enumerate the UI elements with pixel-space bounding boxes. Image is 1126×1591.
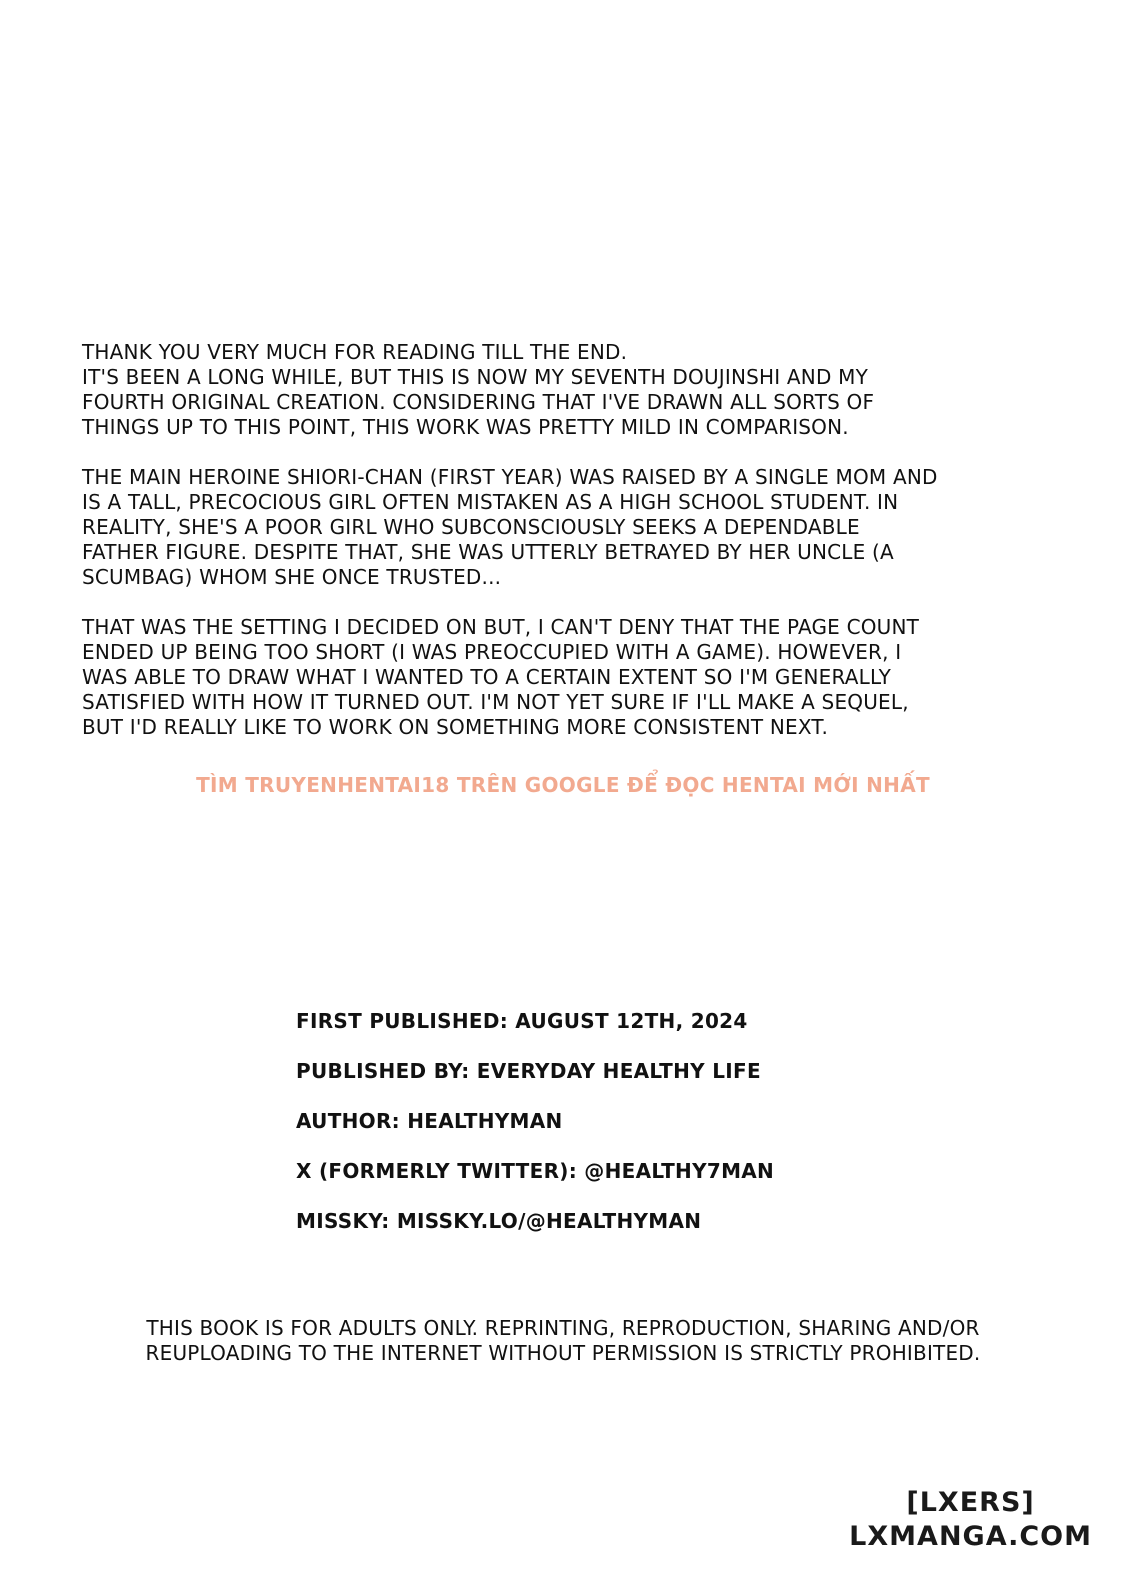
first-published: FIRST PUBLISHED: AUGUST 12TH, 2024 <box>296 1009 748 1033</box>
colophon <box>296 1008 996 1258</box>
adults-only-notice: THIS BOOK IS FOR ADULTS ONLY. REPRINTING, REPRODUCTION, SHARING AND/OR REUPLOADING TO THE INTERNET WITHOUT PERMISSION IS STRICTLY PROHIBITED. <box>145 1316 981 1365</box>
scanlator-site: LXMANGA.COM <box>849 1521 1092 1552</box>
afterword-paragraph-1: THANK YOU VERY MUCH FOR READING TILL THE END. IT'S BEEN A LONG WHILE, BUT THIS IS NOW MY SEVENTH DOUJINSHI AND MY FOURTH ORIGINAL CREATION. CONSIDERING THAT I'VE DRAWN ALL SORTS OF THINGS UP TO THIS POINT, THIS WORK WAS PRETTY MILD IN COMPARISON. <box>82 340 875 439</box>
afterword-paragraph-2: THE MAIN HEROINE SHIORI-CHAN (FIRST YEAR) WAS RAISED BY A SINGLE MOM AND IS A TALL, PRECOCIOUS GIRL OFTEN MISTAKEN AS A HIGH SCHOOL STUDENT. IN REALITY, SHE'S A POOR GIRL WHO SUBCONSCIOUSLY SEEKS A DEPENDABLE FATHER FIGURE. DESPITE THAT, SHE WAS UTTERLY BETRAYED BY HER UNCLE (A SCUMBAG) WHOM SHE ONCE TRUSTED... <box>82 465 938 589</box>
afterword-section <box>82 340 1042 765</box>
site-watermark: TÌM TRUYENHENTAI18 TRÊN GOOGLE ĐỂ ĐỌC HENTAI MỚI NHẤT <box>196 773 930 797</box>
misskey-handle: MISSKY: MISSKY.LO/@HEALTHYMAN <box>296 1209 702 1233</box>
author: AUTHOR: HEALTHYMAN <box>296 1109 563 1133</box>
scanlator-tag: [LXERS] <box>906 1487 1035 1518</box>
afterword-paragraph-3: THAT WAS THE SETTING I DECIDED ON BUT, I CAN'T DENY THAT THE PAGE COUNT ENDED UP BEING TOO SHORT (I WAS PREOCCUPIED WITH A GAME). HOWEVER, I WAS ABLE TO DRAW WHAT I WANTED TO A CERTAIN EXTENT SO I'M GENERALLY SATISFIED WITH HOW IT TURNED OUT. I'M NOT YET SURE IF I'LL MAKE A SEQUEL, BUT I'D REALLY LIKE TO WORK ON SOMETHING MORE CONSISTENT NEXT. <box>82 615 920 739</box>
scanlator-credit <box>849 1486 1092 1554</box>
x-twitter-handle: X (FORMERLY TWITTER): @HEALTHY7MAN <box>296 1159 775 1183</box>
published-by: PUBLISHED BY: EVERYDAY HEALTHY LIFE <box>296 1059 761 1083</box>
